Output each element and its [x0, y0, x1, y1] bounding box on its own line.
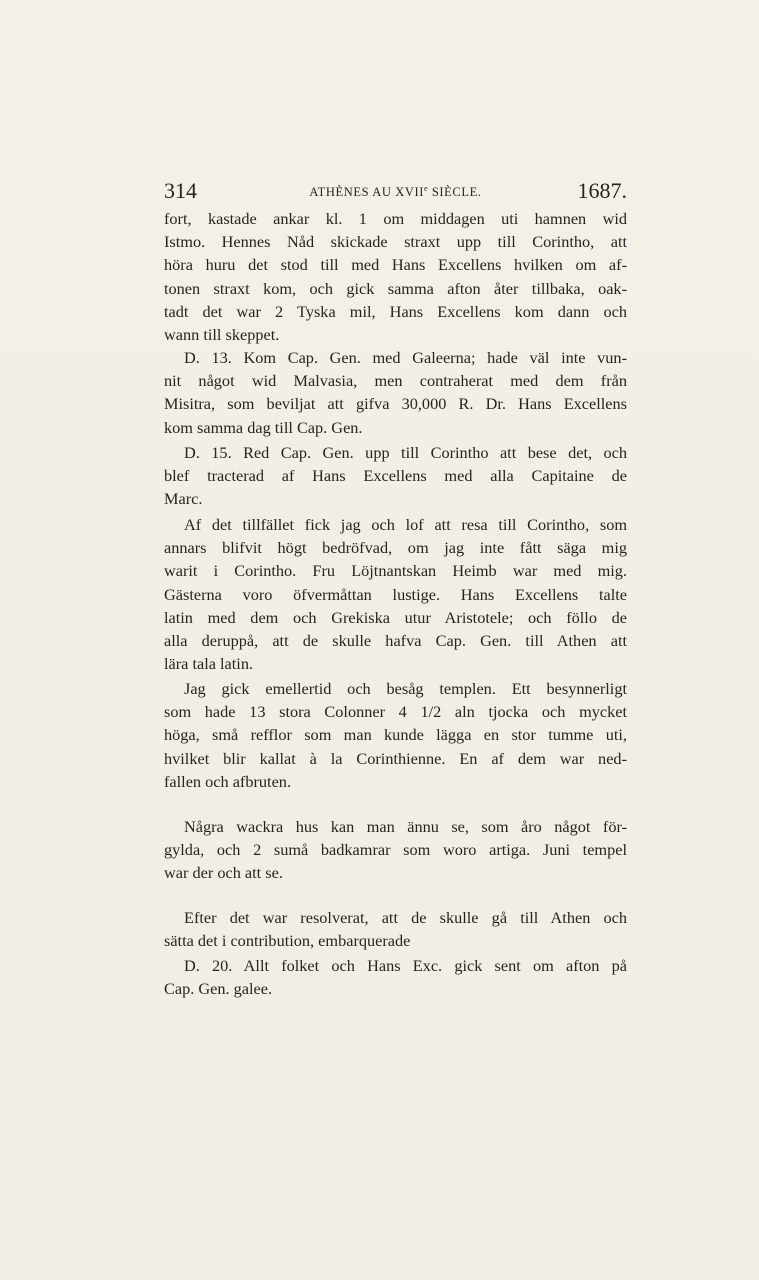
- paragraph-6: [164, 815, 627, 885]
- page-number: 314: [164, 178, 197, 203]
- text-line: blef tracterad af Hans Excellens med alla Capitaine de: [164, 466, 627, 486]
- text-line: fort, kastade ankar kl. 1 om middagen uti hamnen wid: [164, 209, 627, 228]
- text-line: Gästerna voro öfvermåttan lustige. Hans Excellens talte: [164, 584, 627, 604]
- text-line: som hade 13 stora Colonner 4 1/2 aln tjocka och mycket: [164, 702, 627, 722]
- text-line: fallen och afbruten.: [164, 771, 292, 791]
- running-title-superscript: e: [423, 184, 429, 193]
- text-line: Efter det war resolverat, att de skulle gå till Athen och: [184, 908, 627, 927]
- text-line: D. 13. Kom Cap. Gen. med Galeerna; hade väl inte vun-: [184, 348, 627, 367]
- text-line: latin med dem och Grekiska utur Aristotele; och föllo de: [164, 607, 627, 627]
- text-line: wann till skeppet.: [164, 325, 280, 345]
- text-line: D. 20. Allt folket och Hans Exc. gick sent om afton på: [184, 956, 627, 975]
- year-heading: 1687.: [577, 178, 627, 203]
- text-line: Istmo. Hennes Nåd skickade straxt upp till Corintho, att: [164, 232, 627, 252]
- text-line: Cap. Gen. galee.: [164, 979, 273, 999]
- text-line: lära tala latin.: [164, 654, 254, 674]
- text-line: warit i Corintho. Fru Löjtnantskan Heimb war med mig.: [164, 561, 627, 581]
- text-line: war der och att se.: [164, 863, 283, 883]
- page-header: [164, 178, 627, 208]
- text-line: tonen straxt kom, och gick samma afton åter tillbaka, oak-: [164, 278, 627, 298]
- paragraph-8: [164, 954, 627, 1000]
- text-line: Jag gick emellertid och besåg templen. Ett besynnerligt: [184, 679, 627, 698]
- paragraph-4: [164, 513, 627, 675]
- text-line: Af det tillfället fick jag och lof att resa till Corintho, som: [184, 515, 627, 534]
- paragraph-2: [164, 346, 627, 439]
- paragraph-7: [164, 906, 627, 952]
- text-line: Misitra, som beviljat att gifva 30,000 R. Dr. Hans Excellens: [164, 394, 627, 414]
- running-title: [164, 184, 627, 200]
- text-line: höra huru det stod till med Hans Excellens hvilken om af-: [164, 255, 627, 275]
- running-title-tail: SIÈCLE.: [428, 185, 482, 200]
- paragraph-1: [164, 207, 627, 346]
- text-line: Marc.: [164, 489, 203, 509]
- text-line: sätta det i contribution, embarquerade: [164, 931, 411, 951]
- text-line: annars blifvit högt bedröfvad, om jag inte fått säga mig: [164, 538, 627, 558]
- text-line: gylda, och 2 sumå badkamrar som woro artiga. Juni tempel: [164, 840, 627, 860]
- text-line: alla deruppå, att de skulle hafva Cap. Gen. till Athen att: [164, 631, 627, 651]
- text-line: nit något wid Malvasia, men contraherat med dem från: [164, 371, 627, 391]
- text-line: Några wackra hus kan man ännu se, som åro något för-: [184, 817, 627, 836]
- paragraph-5: [164, 677, 627, 793]
- text-line: höga, små refflor som man kunde lägga en stor tumme uti,: [164, 725, 627, 745]
- text-line: hvilket blir kallat à la Corinthienne. En af dem war ned-: [164, 748, 627, 768]
- text-line: tadt det war 2 Tyska mil, Hans Excellens kom dann och: [164, 301, 627, 321]
- text-line: D. 15. Red Cap. Gen. upp till Corintho att bese det, och: [184, 443, 627, 462]
- running-title-main: ATHÈNES AU XVII: [309, 185, 424, 200]
- text-line: kom samma dag till Cap. Gen.: [164, 417, 363, 437]
- paragraph-3: [164, 441, 627, 511]
